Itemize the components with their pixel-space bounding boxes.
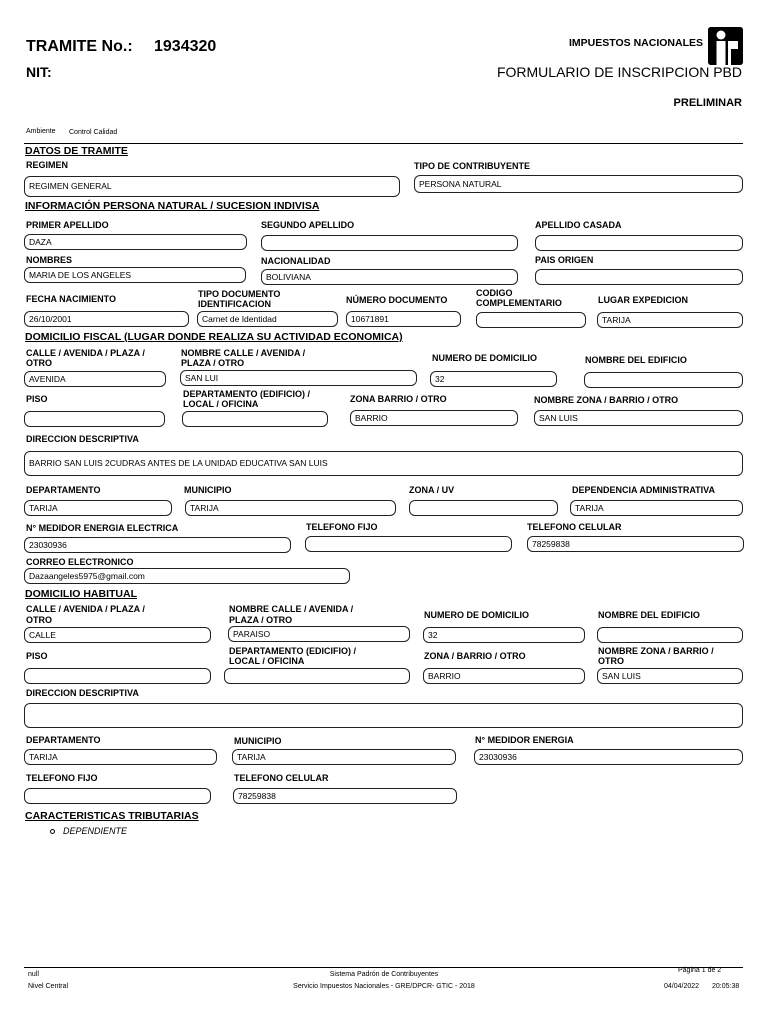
- codigo-complementario-field[interactable]: [476, 312, 586, 328]
- fiscal-calle-label-2: OTRO: [26, 358, 52, 368]
- codigo-complementario-label: CODIGO: [476, 288, 513, 298]
- agency-name: IMPUESTOS NACIONALES: [569, 37, 703, 49]
- habitual-nombre-zona-label: NOMBRE ZONA / BARRIO /: [598, 646, 714, 656]
- fiscal-nombre-calle-label: NOMBRE CALLE / AVENIDA /: [181, 348, 306, 358]
- fiscal-piso-label: PISO: [26, 394, 48, 404]
- tipo-documento-label-2: IDENTIFICACION: [198, 299, 271, 309]
- fiscal-telefono-celular-field[interactable]: 78259838: [527, 536, 744, 552]
- apellido-casada-field[interactable]: [535, 235, 743, 251]
- fiscal-nombre-calle-field[interactable]: SAN LUI: [180, 370, 417, 386]
- primer-apellido-label: PRIMER APELLIDO: [26, 220, 109, 230]
- habitual-nombre-calle-field[interactable]: PARAISO: [228, 626, 410, 642]
- fiscal-municipio-field[interactable]: TARIJA: [185, 500, 396, 516]
- habitual-departamento-field[interactable]: TARIJA: [24, 749, 217, 765]
- fiscal-medidor-label: N° MEDIDOR ENERGIA ELECTRICA: [26, 523, 179, 533]
- numero-documento-label: NÚMERO DOCUMENTO: [346, 295, 448, 305]
- tipo-documento-label: TIPO DOCUMENTO: [198, 289, 281, 299]
- fiscal-municipio-label: MUNICIPIO: [184, 485, 232, 495]
- section-domicilio-habitual: DOMICILIO HABITUAL: [25, 588, 137, 600]
- nacionalidad-label: NACIONALIDAD: [261, 256, 331, 266]
- fiscal-nombre-zona-field[interactable]: SAN LUIS: [534, 410, 743, 426]
- habitual-calle-label-2: OTRO: [26, 615, 52, 625]
- fecha-nacimiento-label: FECHA NACIMIENTO: [26, 294, 116, 304]
- caracteristica-item: [50, 826, 127, 836]
- footer-center-1: Sistema Padrón de Contribuyentes: [329, 971, 439, 978]
- fiscal-dependencia-label: DEPENDENCIA ADMINISTRATIVA: [572, 485, 716, 495]
- bullet-circle-icon: [50, 829, 55, 834]
- habitual-telefono-fijo-field[interactable]: [24, 788, 211, 804]
- header-divider: [24, 143, 743, 144]
- habitual-depto-label: DEPARTAMENTO (EDICIFIO) /: [229, 646, 356, 656]
- fiscal-zona-label: ZONA BARRIO / OTRO: [350, 394, 447, 404]
- fiscal-telefono-celular-label: TELEFONO CELULAR: [527, 522, 622, 532]
- fiscal-depto-label-2: LOCAL / OFICINA: [183, 399, 259, 409]
- tipo-documento-field[interactable]: Carnet de Identidad: [197, 311, 338, 327]
- numero-documento-field[interactable]: 10671891: [346, 311, 461, 327]
- footer-page: Página 1 de 2: [678, 967, 722, 974]
- habitual-piso-field[interactable]: [24, 668, 211, 684]
- footer-left-1: null: [28, 971, 39, 978]
- habitual-municipio-label: MUNICIPIO: [234, 736, 282, 746]
- nombres-label: NOMBRES: [26, 255, 73, 265]
- fiscal-direccion-field[interactable]: BARRIO SAN LUIS 2CUDRAS ANTES DE LA UNIDAD EDUCATIVA SAN LUIS: [24, 451, 743, 476]
- fiscal-zona-field[interactable]: BARRIO: [350, 410, 518, 426]
- pais-origen-label: PAIS ORIGEN: [535, 255, 594, 265]
- fiscal-edificio-field[interactable]: [584, 372, 743, 388]
- regimen-label: REGIMEN: [26, 160, 69, 170]
- habitual-municipio-field[interactable]: TARIJA: [232, 749, 456, 765]
- fiscal-telefono-fijo-label: TELEFONO FIJO: [306, 522, 378, 532]
- habitual-telefono-fijo-label: TELEFONO FIJO: [26, 773, 98, 783]
- habitual-direccion-field[interactable]: [24, 703, 743, 728]
- fiscal-correo-label: CORREO ELECTRONICO: [26, 557, 134, 567]
- ambiente-value: Control Calidad: [69, 129, 118, 136]
- footer-left-2: Nivel Central: [28, 983, 69, 990]
- habitual-edificio-label: NOMBRE DEL EDIFICIO: [598, 610, 700, 620]
- logo-ii-icon: [708, 27, 743, 65]
- fiscal-dependencia-field[interactable]: TARIJA: [570, 500, 743, 516]
- regimen-field[interactable]: REGIMEN GENERAL: [24, 176, 400, 197]
- habitual-departamento-label: DEPARTAMENTO: [26, 735, 101, 745]
- fiscal-telefono-fijo-field[interactable]: [305, 536, 512, 552]
- fiscal-depto-field[interactable]: [182, 411, 328, 427]
- primer-apellido-field[interactable]: DAZA: [24, 234, 247, 250]
- section-datos-tramite: DATOS DE TRAMITE: [25, 145, 128, 157]
- nit-label: NIT:: [26, 64, 52, 80]
- fiscal-departamento-label: DEPARTAMENTO: [26, 485, 101, 495]
- lugar-expedicion-label: LUGAR EXPEDICION: [598, 295, 689, 305]
- habitual-calle-label: CALLE / AVENIDA / PLAZA /: [26, 604, 145, 614]
- ambiente-label: Ambiente: [26, 128, 56, 135]
- section-persona-natural: INFORMACIÓN PERSONA NATURAL / SUCESION INDIVISA: [25, 200, 320, 212]
- habitual-nombre-calle-label: NOMBRE CALLE / AVENIDA /: [229, 604, 354, 614]
- nacionalidad-field[interactable]: BOLIVIANA: [261, 269, 518, 285]
- habitual-nombre-zona-field[interactable]: SAN LUIS: [597, 668, 743, 684]
- habitual-nombre-zona-label-2: OTRO: [598, 656, 624, 666]
- habitual-zona-field[interactable]: BARRIO: [423, 668, 585, 684]
- habitual-nombre-calle-label-2: PLAZA / OTRO: [229, 615, 293, 625]
- fiscal-zona-uv-label: ZONA / UV: [409, 485, 455, 495]
- section-domicilio-fiscal: DOMICILIO FISCAL (LUGAR DONDE REALIZA SU ACTIVIDAD ECONOMICA): [25, 331, 403, 343]
- fiscal-nombre-calle-label-2: PLAZA / OTRO: [181, 358, 245, 368]
- fiscal-piso-field[interactable]: [24, 411, 165, 427]
- fiscal-calle-label: CALLE / AVENIDA / PLAZA /: [26, 348, 145, 358]
- habitual-depto-label-2: LOCAL / OFICINA: [229, 656, 305, 666]
- habitual-numero-field[interactable]: 32: [423, 627, 585, 643]
- fiscal-medidor-field[interactable]: 23030936: [24, 537, 291, 553]
- tramite-label: TRAMITE No.:: [26, 38, 133, 55]
- fecha-nacimiento-field[interactable]: 26/10/2001: [24, 311, 189, 327]
- caracteristica-label: DEPENDIENTE: [63, 826, 128, 836]
- habitual-edificio-field[interactable]: [597, 627, 743, 643]
- tramite-number: 1934320: [154, 38, 217, 55]
- codigo-complementario-label-2: COMPLEMENTARIO: [476, 298, 562, 308]
- fiscal-calle-field[interactable]: AVENIDA: [24, 371, 166, 387]
- lugar-expedicion-field[interactable]: TARIJA: [597, 312, 743, 328]
- status-badge: PRELIMINAR: [673, 97, 742, 109]
- fiscal-correo-field[interactable]: Dazaangeles5975@gmail.com: [24, 568, 350, 584]
- tipo-contribuyente-label: TIPO DE CONTRIBUYENTE: [414, 161, 531, 171]
- segundo-apellido-field[interactable]: [261, 235, 518, 251]
- habitual-piso-label: PISO: [26, 651, 48, 661]
- apellido-casada-label: APELLIDO CASADA: [535, 220, 622, 230]
- tipo-contribuyente-field[interactable]: PERSONA NATURAL: [414, 175, 743, 193]
- fiscal-numero-label: NUMERO DE DOMICILIO: [432, 353, 537, 363]
- habitual-calle-field[interactable]: CALLE: [24, 627, 211, 643]
- footer-date: 04/04/2022: [664, 983, 700, 990]
- habitual-telefono-celular-field[interactable]: 78259838: [233, 788, 457, 804]
- pais-origen-field[interactable]: [535, 269, 743, 285]
- fiscal-numero-field[interactable]: 32: [430, 371, 557, 387]
- fiscal-zona-uv-field[interactable]: [409, 500, 558, 516]
- fiscal-edificio-label: NOMBRE DEL EDIFICIO: [585, 355, 687, 365]
- footer-divider: [24, 967, 743, 968]
- impuestos-logo: [708, 27, 743, 65]
- fiscal-departamento-field[interactable]: TARIJA: [24, 500, 172, 516]
- section-caracteristicas: CARACTERISTICAS TRIBUTARIAS: [25, 810, 199, 822]
- habitual-depto-field[interactable]: [224, 668, 410, 684]
- nombres-field[interactable]: MARIA DE LOS ANGELES: [24, 267, 246, 283]
- footer-center-2: Servicio Impuestos Nacionales - GRE/DPCR- GTIC - 2018: [293, 983, 475, 990]
- habitual-medidor-field[interactable]: 23030936: [474, 749, 743, 765]
- footer-time: 20:05:38: [712, 983, 740, 990]
- habitual-telefono-celular-label: TELEFONO CELULAR: [234, 773, 329, 783]
- habitual-zona-label: ZONA / BARRIO / OTRO: [424, 651, 526, 661]
- habitual-direccion-label: DIRECCION DESCRIPTIVA: [26, 688, 139, 698]
- segundo-apellido-label: SEGUNDO APELLIDO: [261, 220, 355, 230]
- form-title: FORMULARIO DE INSCRIPCION PBD: [496, 64, 742, 80]
- fiscal-nombre-zona-label: NOMBRE ZONA / BARRIO / OTRO: [534, 395, 679, 405]
- habitual-numero-label: NUMERO DE DOMICILIO: [424, 610, 529, 620]
- fiscal-direccion-label: DIRECCION DESCRIPTIVA: [26, 434, 139, 444]
- fiscal-depto-label: DEPARTAMENTO (EDIFICIO) /: [183, 389, 310, 399]
- habitual-medidor-label: N° MEDIDOR ENERGIA: [475, 735, 574, 745]
